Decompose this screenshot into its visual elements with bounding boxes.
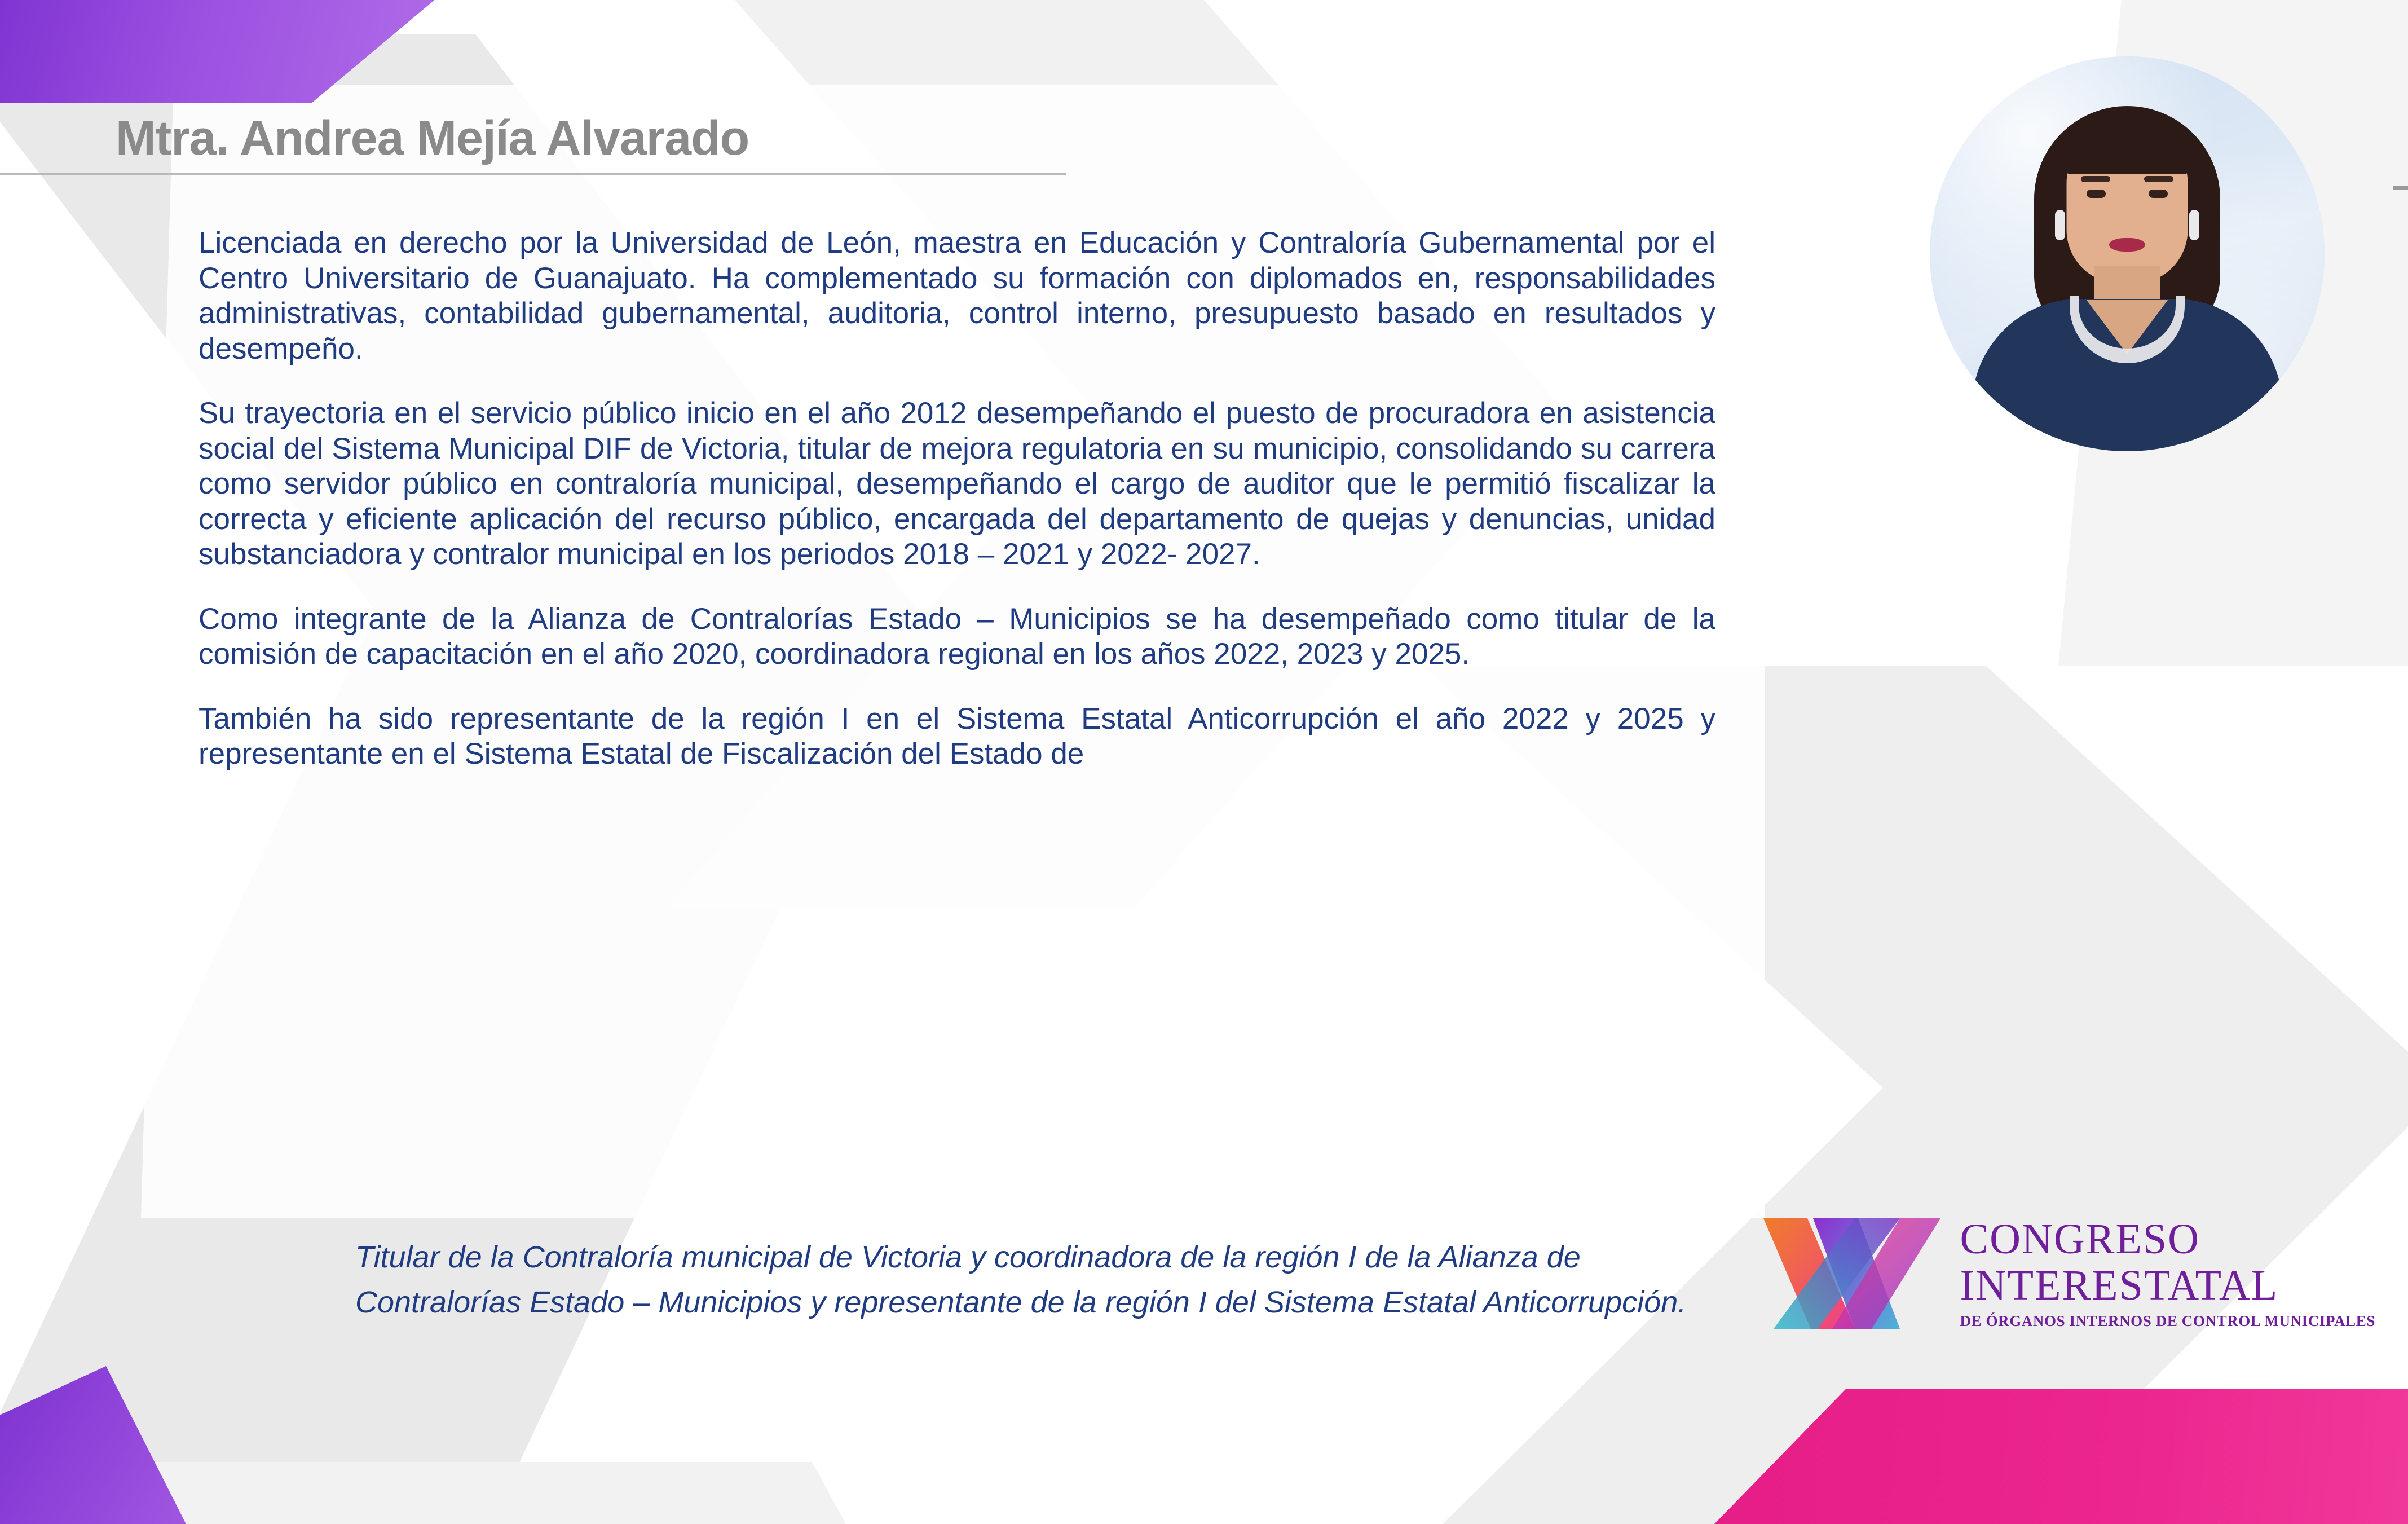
- earring-right: [2189, 210, 2199, 240]
- lips-shape: [2109, 238, 2145, 252]
- earring-left: [2055, 210, 2065, 240]
- paragraph-1: Licenciada en derecho por la Universidad de León, maestra en Educación y Contraloría Gubernamental por el Centro Universitario de Guanajuato. Ha complementado su formación con diplomados en, responsabilidades administrativas, contabilidad gubernamental, auditoria, control interno, presupuesto basado en resultados y desempeño.: [199, 226, 1715, 365]
- eyebrow-left: [2081, 176, 2110, 182]
- logo-line-3: DE ÓRGANOS INTERNOS DE CONTROL MUNICIPALES: [1960, 1312, 2375, 1329]
- portrait-figure: [1930, 56, 2325, 451]
- page-title: Mtra. Andrea Mejía Alvarado: [116, 111, 749, 165]
- paragraph-3: Como integrante de la Alianza de Contralorías Estado – Municipios se ha desempeñado como titular de la comisión de capacitación en el año 2020, coordinadora regional en los años 2022, 2023 y 2025.: [199, 602, 1715, 671]
- portrait-photo: [1930, 56, 2325, 451]
- congress-logo: [1759, 1208, 2375, 1338]
- title-divider: [0, 173, 1066, 175]
- role-caption: Titular de la Contraloría municipal de Victoria y coordinadora de la región I de la Alianza de Contralorías Estado – Municipios y representante de la región I del Sistema Estatal Anticorrupción.: [355, 1240, 1687, 1319]
- eyebrow-right: [2144, 176, 2173, 182]
- edge-dash-right: [2393, 186, 2408, 190]
- eye-left: [2087, 190, 2106, 198]
- fringe-shape: [2058, 115, 2197, 174]
- logo-line-2: INTERESTATAL: [1960, 1261, 2279, 1309]
- paragraph-2: Su trayectoria en el servicio público inicio en el año 2012 desempeñando el puesto de procuradora en asistencia social del Sistema Municipal DIF de Victoria, titular de mejora regulatoria en su municipio, consolidando su carrera como servidor público en contraloría municipal, desempeñando el cargo de auditor que le permitió fiscalizar la correcta y eficiente aplicación del recurso público, encargada del departamento de quejas y denuncias, unidad substanciadora y contralor municipal en los periodos 2018 – 2021 y 2022- 2027.: [199, 397, 1715, 571]
- title-block: [0, 113, 1071, 175]
- paragraph-4: También ha sido representante de la región I en el Sistema Estatal Anticorrupción el año 2022 y 2025 y representante en el Sistema Estatal de Fiscalización del Estado de: [199, 702, 1715, 771]
- biography-text: [199, 226, 1715, 772]
- eye-right: [2149, 190, 2168, 198]
- logo-line-1: CONGRESO: [1960, 1215, 2200, 1263]
- logo-wordmark: [1960, 1215, 2375, 1329]
- xv-logo-mark-icon: [1759, 1208, 1945, 1338]
